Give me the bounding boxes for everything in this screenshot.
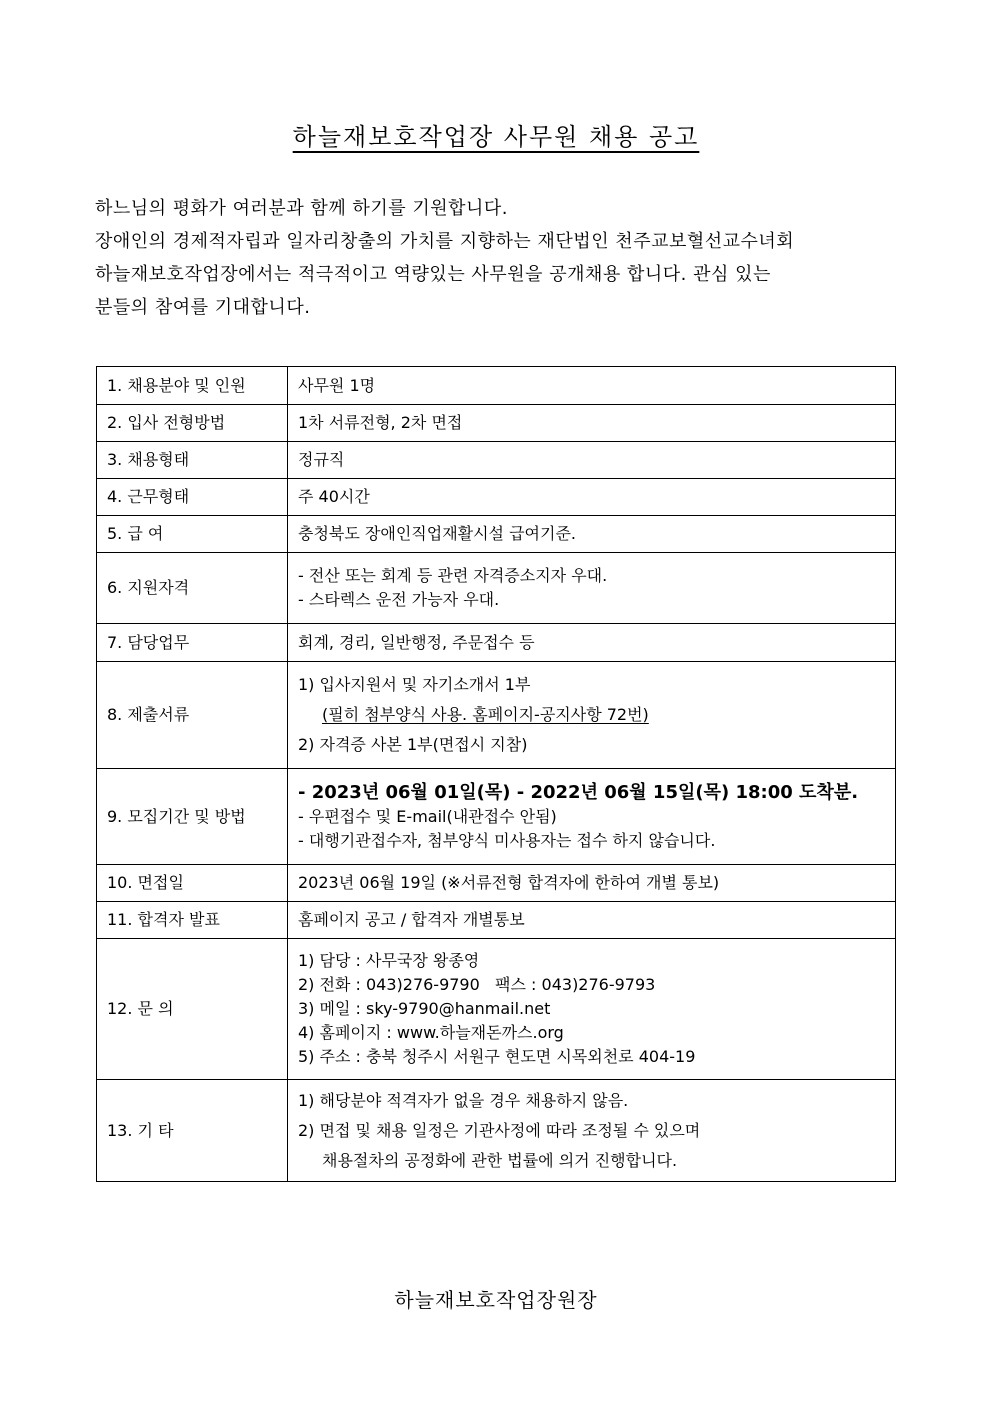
value-line-note — [298, 700, 885, 730]
value-line: 3) 메일 : sky-9790@hanmail.net — [298, 999, 551, 1018]
row-label: 5. 급 여 — [97, 516, 288, 553]
row-value — [288, 367, 896, 405]
row-value — [288, 865, 896, 902]
value-line: 사무원 1명 — [298, 375, 376, 395]
row-label: 11. 합격자 발표 — [97, 902, 288, 939]
row-value — [288, 405, 896, 442]
value-line: 2) 자격증 사본 1부(면접시 지참) — [298, 735, 528, 754]
value-line: 2) 전화 : 043)276-9790 팩스 : 043)276-9793 — [298, 975, 656, 994]
table-row — [97, 367, 896, 405]
row-label: 4. 근무형태 — [97, 479, 288, 516]
value-line: 4) 홈페이지 : www.하늘재돈까스.org — [298, 1023, 564, 1042]
value-line: - 우편접수 및 E-mail(내관접수 안됨) — [298, 806, 557, 826]
row-value — [288, 939, 896, 1080]
row-label: 2. 입사 전형방법 — [97, 405, 288, 442]
value-line: 채용절차의 공정화에 관한 법률에 의거 진행합니다. — [322, 1150, 678, 1170]
form-note: (필히 첨부양식 사용. 홈페이지-공지사항 72번) — [322, 705, 649, 724]
row-label: 10. 면접일 — [97, 865, 288, 902]
intro-line: 하늘재보호작업장에서는 적극적이고 역량있는 사무원을 공개채용 합니다. 관심 있는 — [95, 264, 771, 285]
row-value — [288, 624, 896, 662]
intro-line: 분들의 참여를 기대합니다. — [95, 297, 311, 318]
row-label: 9. 모집기간 및 방법 — [97, 769, 288, 865]
table-row — [97, 902, 896, 939]
row-value — [288, 553, 896, 624]
page-title-text: 하늘재보호작업장 사무원 채용 공고 — [292, 123, 700, 151]
intro-paragraph — [95, 192, 905, 324]
value-line: - 스타렉스 운전 가능자 우대. — [298, 590, 500, 609]
table-row — [97, 624, 896, 662]
recruitment-table — [96, 366, 896, 1182]
value-line: - 전산 또는 회계 등 관련 자격증소지자 우대. — [298, 566, 608, 585]
value-line: 2) 면접 및 채용 일정은 기관사정에 따라 조정될 수 있으며 — [298, 1120, 701, 1140]
intro-line: 장애인의 경제적자립과 일자리창출의 가치를 지향하는 재단법인 천주교보혈선교수녀회 — [95, 231, 795, 252]
row-label: 3. 채용형태 — [97, 442, 288, 479]
row-value — [288, 442, 896, 479]
row-value — [288, 516, 896, 553]
row-label: 13. 기 타 — [97, 1080, 288, 1182]
table-row — [97, 405, 896, 442]
value-line: 1차 서류전형, 2차 면접 — [298, 413, 463, 432]
value-line: 충청북도 장애인직업재활시설 급여기준. — [298, 524, 577, 543]
row-label: 12. 문 의 — [97, 939, 288, 1080]
row-label: 6. 지원자격 — [97, 553, 288, 624]
table-row — [97, 769, 896, 865]
value-line-emphasis: - 2023년 06월 01일(목) - 2022년 06월 15일(목) 18:00 도착분. — [298, 781, 859, 803]
row-value — [288, 769, 896, 865]
intro-line: 하느님의 평화가 여러분과 함께 하기를 기원합니다. — [95, 198, 508, 219]
value-line: 1) 담당 : 사무국장 왕종영 — [298, 951, 480, 970]
row-label: 8. 제출서류 — [97, 662, 288, 769]
table-row — [97, 479, 896, 516]
value-line: 정규직 — [298, 450, 345, 469]
table-row — [97, 662, 896, 769]
value-line: 5) 주소 : 충북 청주시 서원구 현도면 시목외천로 404-19 — [298, 1047, 696, 1066]
row-label: 7. 담당업무 — [97, 624, 288, 662]
table-row — [97, 939, 896, 1080]
table-row — [97, 865, 896, 902]
table-row — [97, 553, 896, 624]
table-row — [97, 442, 896, 479]
value-line: 회계, 경리, 일반행정, 주문접수 등 — [298, 632, 535, 652]
value-line: 주 40시간 — [298, 487, 370, 506]
row-value — [288, 1080, 896, 1182]
row-value — [288, 479, 896, 516]
value-line: - 대행기관접수자, 첨부양식 미사용자는 접수 하지 않습니다. — [298, 830, 716, 850]
value-line: 1) 해당분야 적격자가 없을 경우 채용하지 않음. — [298, 1090, 629, 1110]
value-line: 1) 입사지원서 및 자기소개서 1부 — [298, 675, 531, 694]
table-row — [97, 516, 896, 553]
row-value — [288, 902, 896, 939]
row-value — [288, 662, 896, 769]
signature: 하늘재보호작업장원장 — [394, 1288, 598, 1312]
table-row — [97, 1080, 896, 1182]
value-line: 홈페이지 공고 / 합격자 개별통보 — [298, 910, 525, 929]
row-label: 1. 채용분야 및 인원 — [97, 367, 288, 405]
page-title — [0, 117, 992, 152]
value-line: 2023년 06월 19일 (※서류전형 합격자에 한하여 개별 통보) — [298, 873, 720, 892]
